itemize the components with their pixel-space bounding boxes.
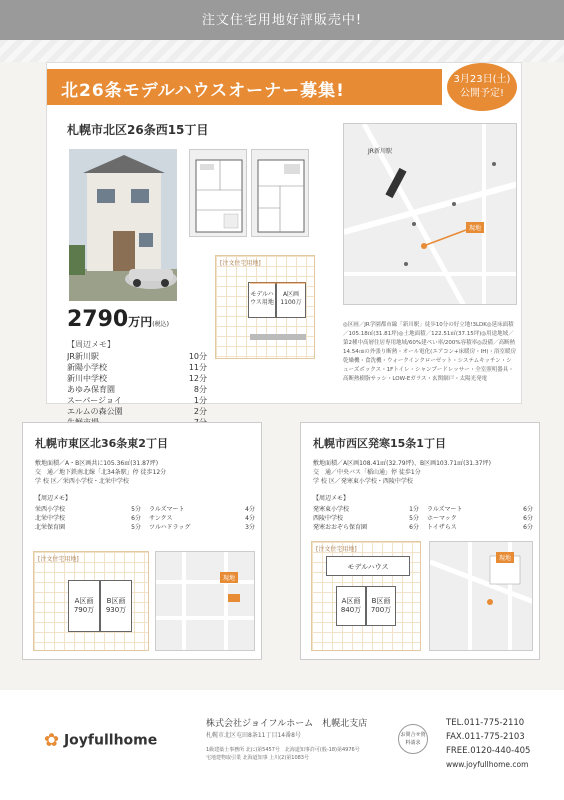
model-house-price xyxy=(67,307,169,332)
east-area-map xyxy=(155,551,255,651)
memo-item xyxy=(313,514,419,523)
memo-title: 【周辺メモ】 xyxy=(67,340,115,349)
west-memo xyxy=(313,493,533,532)
open-date-badge xyxy=(447,63,517,111)
memo-item-name: ラルズマート xyxy=(427,506,463,513)
memo-item xyxy=(35,514,141,523)
west-lot-diagram xyxy=(311,541,421,651)
east-address: 札幌市東区北36条東2丁目 xyxy=(35,437,168,450)
license-line2: 宅地建物取引業 北海道知事 上川(2)第1083号 xyxy=(206,755,309,761)
parcel-model-label: モデルハウス用地 xyxy=(250,291,274,306)
memo-item-name: 発寒おおぞら保育園 xyxy=(313,524,368,531)
memo-item xyxy=(67,373,207,384)
floorplan-2f xyxy=(251,149,309,237)
open-date-line2: 公開予定! xyxy=(459,88,504,99)
memo-item-name: 発寒東小学校 xyxy=(313,506,350,513)
inquiry-stamp: お問合せ資料請求 xyxy=(398,724,428,754)
memo-item-time: 6分 xyxy=(523,506,533,513)
memo-item-time: 8分 xyxy=(193,385,207,394)
memo-item-name: サンクス xyxy=(149,515,173,522)
price-tax: (税込) xyxy=(152,321,169,328)
memo-item-time: 6分 xyxy=(523,524,533,531)
memo-item xyxy=(313,505,419,514)
memo-item xyxy=(427,523,533,532)
logo-text: Joyfullhome xyxy=(63,732,158,749)
memo-item-time: 5分 xyxy=(409,515,419,522)
map-station-label: JR新川駅 xyxy=(368,148,392,155)
memo-item xyxy=(427,514,533,523)
west-parcel-model-label: モデルハウス xyxy=(347,563,389,571)
memo-item xyxy=(67,384,207,395)
west-site-marker: 現地 xyxy=(496,552,514,563)
memo-item xyxy=(313,523,419,532)
memo-item-name: エルムの森公園 xyxy=(67,407,123,416)
memo-item xyxy=(149,514,255,523)
contact-block xyxy=(446,716,530,772)
west-address: 札幌市西区発寒15条1丁目 xyxy=(313,437,446,450)
east-parcel-a-label: A区画 xyxy=(74,597,94,605)
west-area-map xyxy=(429,541,533,651)
memo-item-name: ラルズマート xyxy=(149,506,185,513)
west-parcel-model xyxy=(326,556,410,576)
parcel-a-label: A区画 xyxy=(282,291,300,298)
memo-item-time: 12分 xyxy=(188,374,207,383)
memo-item xyxy=(35,505,141,514)
memo-item-time: 3分 xyxy=(245,524,255,531)
parcel-a xyxy=(276,282,306,318)
open-date-line1: 3月23日(土) xyxy=(453,74,511,85)
west-info xyxy=(313,459,533,486)
lot-card-east xyxy=(22,422,262,660)
east-lot-diagram xyxy=(33,551,149,651)
company-address: 札幌市北区屯田8条11丁目14番8号 xyxy=(206,732,301,739)
fax: FAX.011-775-2103 xyxy=(446,732,525,742)
memo-item xyxy=(149,505,255,514)
memo-item xyxy=(35,523,141,532)
east-parcel-a xyxy=(68,580,100,632)
east-info xyxy=(35,459,255,486)
memo-item-time: 1分 xyxy=(409,506,419,513)
east-parcel-b xyxy=(100,580,132,632)
footer xyxy=(0,690,564,800)
boundary-line xyxy=(250,282,306,284)
memo-item xyxy=(427,505,533,514)
west-parcel-b xyxy=(366,586,396,626)
lot-card-west xyxy=(300,422,540,660)
license-line1: 1級建築士事務所 北(ﾆ)第5457号 北海道知事許可(般-18)第4976号 xyxy=(206,747,360,753)
info-line: 敷地面積／A区画108.41㎡(32.79坪)、B区画103.71㎡(31.37坪) xyxy=(313,460,491,467)
house-photo xyxy=(69,149,177,301)
model-house-section xyxy=(46,62,522,416)
model-house-banner xyxy=(47,69,442,105)
company-name: 株式会社ジョイフルホーム 札幌北支店 xyxy=(206,719,368,729)
memo-item-name: スーパージョイ xyxy=(67,396,122,405)
price-value: 2790 xyxy=(67,307,129,332)
company-logo xyxy=(44,730,157,751)
west-memo-left xyxy=(313,505,419,532)
memo-item-name: 新陽小学校 xyxy=(67,363,107,372)
west-memo-title: 【周辺メモ】 xyxy=(313,495,350,502)
info-line: 交 通／地下鉄南北線「北34条駅」停 徒歩12分 xyxy=(35,469,167,476)
east-memo-left xyxy=(35,505,141,532)
memo-item xyxy=(67,395,207,406)
nearby-memo-list xyxy=(67,351,207,428)
memo-item-name: トイザらス xyxy=(427,524,457,531)
memo-item-time: 4分 xyxy=(245,515,255,522)
model-house-address: 札幌市北区26条西15丁目 xyxy=(67,123,209,137)
east-parcel-b-label: B区画 xyxy=(106,597,126,605)
parcel-model-house xyxy=(248,282,276,318)
banner-text: 北26条モデルハウスオーナー募集! xyxy=(61,81,345,101)
memo-item-name: ツルハドラッグ xyxy=(149,524,191,531)
memo-item-time: 1分 xyxy=(193,396,207,405)
east-memo-title: 【周辺メモ】 xyxy=(35,495,72,502)
east-site-marker: 現地 xyxy=(220,572,238,583)
lot-diagram xyxy=(215,255,315,359)
free-dial[interactable]: FREE.0120-440-405 xyxy=(446,746,531,756)
west-memo-right xyxy=(427,505,533,532)
west-parcel-b-label: B区画 xyxy=(371,597,391,605)
west-lot-label: [注文住宅用地] xyxy=(316,546,357,553)
memo-item xyxy=(67,362,207,373)
west-parcel-b-price: 700万 xyxy=(370,606,392,614)
road-strip xyxy=(250,334,306,340)
east-parcel-a-price: 790万 xyxy=(73,606,95,614)
memo-item-time: 6分 xyxy=(523,515,533,522)
price-unit: 万円 xyxy=(128,315,153,329)
area-map xyxy=(343,123,517,305)
map-site-marker: 現地 xyxy=(466,222,484,233)
west-parcel-a-label: A区画 xyxy=(341,597,361,605)
memo-item-time: 5分 xyxy=(131,524,141,531)
memo-item-name: 西陵中学校 xyxy=(313,515,344,522)
east-parcel-b-price: 930万 xyxy=(105,606,127,614)
east-memo xyxy=(35,493,255,532)
memo-item-name: あゆみ保育園 xyxy=(67,385,115,394)
flower-icon: ✿ xyxy=(44,730,60,751)
memo-item-name: 栄西小学校 xyxy=(35,506,66,513)
west-parcel-a xyxy=(336,586,366,626)
memo-item-name: 新川中学校 xyxy=(67,374,107,383)
model-house-description: ◎区画／JR学園都市線「新川駅」徒歩10分の好立地!3LDK◎延床面積／105.18㎡(31.81坪)◎土地面積／122.51㎡(37.15坪)◎用途地域／第2種中高層住居専用地域/60%建ぺい率/200%容積率◎設備／高断熱14.54㎝の外張り断熱・オール電化(エアコン+床暖房・IH)・浴室暖房乾燥機・食洗機・ウォークインクローゼット・システムキッチン・シューズボックス・1Fトイレ・シャンプードレッサー・全室照明器具・高断熱樹脂サッシ・LOW-Eガラス・玄関網戸・太陽光発電 xyxy=(343,322,517,382)
info-line: 敷地面積／A・B区画共に105.36㎡(31.87坪) xyxy=(35,460,159,467)
memo-item-time: 4分 xyxy=(245,506,255,513)
tel[interactable]: TEL.011-775-2110 xyxy=(446,718,525,728)
memo-item xyxy=(149,523,255,532)
memo-item-name: 北栄保育園 xyxy=(35,524,66,531)
floorplan-1f xyxy=(189,149,247,237)
east-memo-right xyxy=(149,505,255,532)
lot-label: [注文住宅用地] xyxy=(220,260,261,267)
memo-item-time: 6分 xyxy=(131,515,141,522)
west-parcel-a-price: 840万 xyxy=(340,606,362,614)
memo-item-name: 北栄中学校 xyxy=(35,515,66,522)
parcel-a-price: 1100万 xyxy=(280,299,302,306)
info-line: 学 校 区／発寒東小学校・西陵中学校 xyxy=(313,478,413,485)
memo-item-time: 6分 xyxy=(409,524,419,531)
memo-item-time: 5分 xyxy=(131,506,141,513)
memo-item-time: 2分 xyxy=(193,407,207,416)
header-title: 注文住宅用地好評販売中! xyxy=(201,13,363,28)
memo-item xyxy=(67,351,207,362)
east-lot-label: [注文住宅用地] xyxy=(38,556,79,563)
memo-item-time: 10分 xyxy=(188,352,207,361)
memo-item-time: 11分 xyxy=(188,363,207,372)
info-line: 交 通／中央バス「稲山通」停 徒歩1分 xyxy=(313,469,421,476)
top-header-bar xyxy=(0,0,564,40)
memo-item-name: JR新川駅 xyxy=(67,352,99,361)
memo-item-name: ホーマック xyxy=(427,515,457,522)
info-line: 学 校 区／栄西小学校・北栄中学校 xyxy=(35,478,129,485)
website-link[interactable]: www.joyfullhome.com xyxy=(446,760,529,769)
memo-item xyxy=(67,406,207,417)
striped-band xyxy=(0,40,564,62)
